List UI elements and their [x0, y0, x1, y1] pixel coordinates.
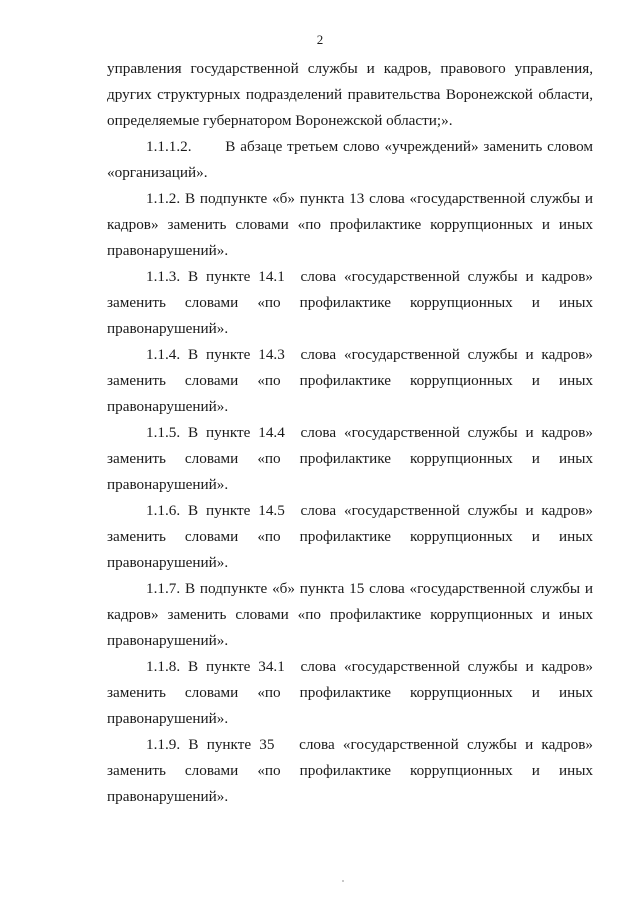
paragraph-1-1-8: 1.1.8. В пункте 34.1 слова «государственной службы и кадров» заменить словами «по профилактике коррупционных и иных правонарушений». [107, 658, 593, 727]
paragraph-1-1-4: 1.1.4. В пункте 14.3 слова «государственной службы и кадров» заменить словами «по профилактике коррупционных и иных правонарушений». [107, 346, 593, 415]
paragraph-continuation: управления государственной службы и кадров, правового управления, других структурных подразделений правительства Воронежской области, определяемые губернатором Воронежской области;». [107, 60, 593, 129]
paragraph-1-1-9: 1.1.9. В пункте 35 слова «государственной службы и кадров» заменить словами «по профилактике коррупционных и иных правонарушений». [107, 736, 593, 805]
paragraph-1-1-2: 1.1.2. В подпункте «б» пункта 13 слова «государственной службы и кадров» заменить словами «по профилактике коррупционных и иных правонарушений». [107, 190, 593, 259]
page-number: 2 [316, 32, 324, 47]
paragraph-1-1-1-2: 1.1.1.2. В абзаце третьем слово «учреждений» заменить словом «организаций». [107, 138, 593, 181]
scan-artifact [342, 880, 344, 882]
paragraph-1-1-6: 1.1.6. В пункте 14.5 слова «государственной службы и кадров» заменить словами «по профилактике коррупционных и иных правонарушений». [107, 502, 593, 571]
paragraph-1-1-7: 1.1.7. В подпункте «б» пункта 15 слова «государственной службы и кадров» заменить словами «по профилактике коррупционных и иных правонарушений». [107, 580, 593, 649]
paragraph-1-1-3: 1.1.3. В пункте 14.1 слова «государственной службы и кадров» заменить словами «по профилактике коррупционных и иных правонарушений». [107, 268, 593, 337]
document-body [107, 56, 593, 810]
paragraph-1-1-5: 1.1.5. В пункте 14.4 слова «государственной службы и кадров» заменить словами «по профилактике коррупционных и иных правонарушений». [107, 424, 593, 493]
